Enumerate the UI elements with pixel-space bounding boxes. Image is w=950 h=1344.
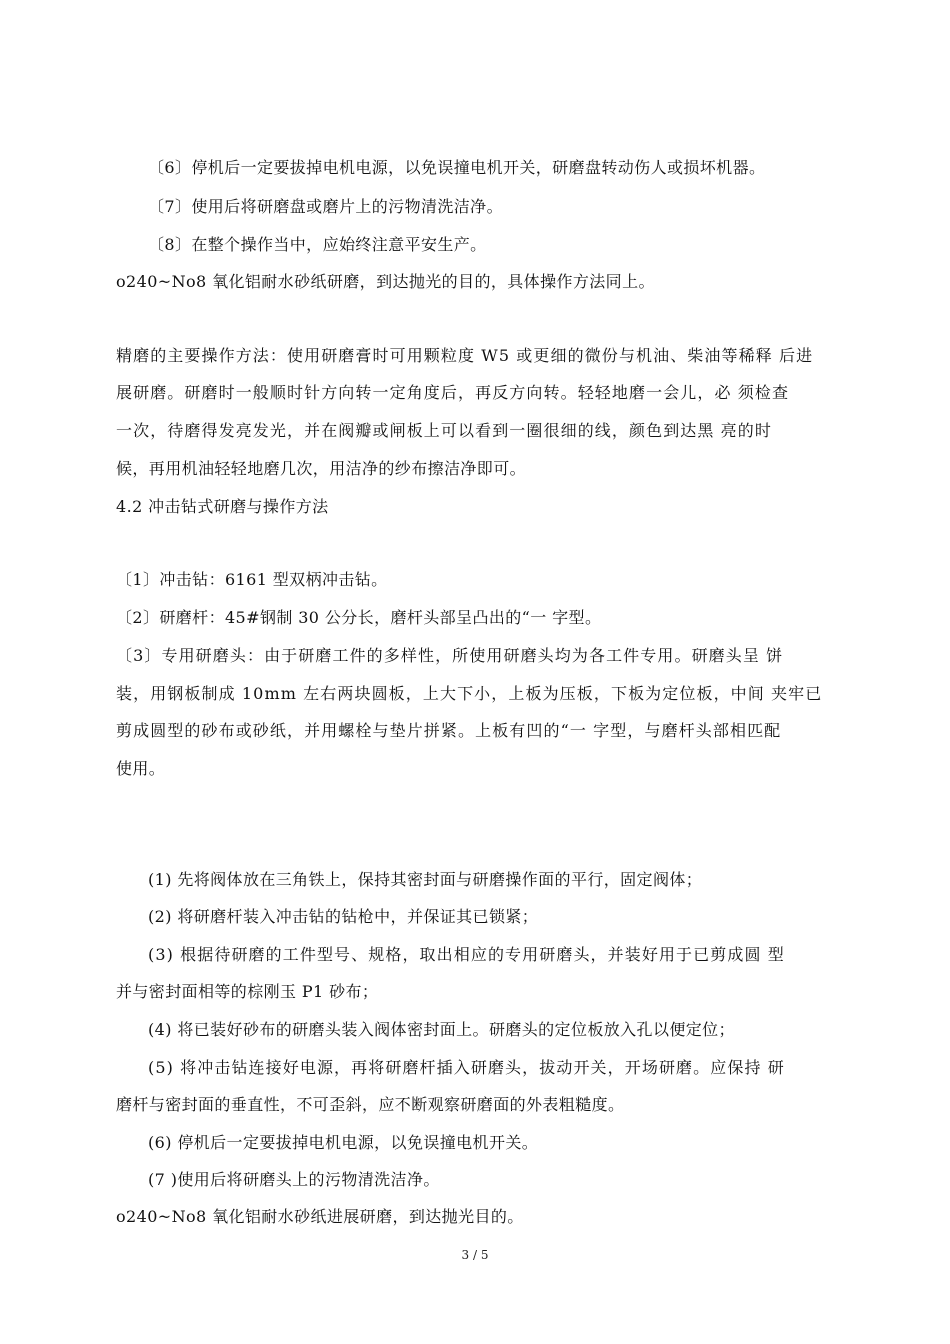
procedure-step-4: (4) 将已装好砂布的研磨头装入阀体密封面上。研磨头的定位板放入孔以便定位；	[148, 1020, 735, 1039]
fine-grinding-line-2: 展研磨。研磨时一般顺时针方向转一定角度后，再反方向转。轻轻地磨一会儿，必 须检查	[116, 383, 790, 402]
step-6: 〔6〕停机后一定要拔掉电机电源，以免误撞电机开关，研磨盘转动伤人或损坏机器。	[148, 158, 766, 177]
step-7: 〔7〕使用后将研磨盘或磨片上的污物清洗洁净。	[148, 197, 503, 216]
item-3-line-3: 剪成圆型的砂布或砂纸，并用螺栓与垫片拼紧。上板有凹的“一 字型，与磨杆头部相匹配	[116, 721, 782, 740]
procedure-step-5-cont: 磨杆与密封面的垂直性，不可歪斜，应不断观察研磨面的外表粗糙度。	[116, 1095, 625, 1114]
item-3-line-1: 〔3〕专用研磨头：由于研磨工件的多样性，所使用研磨头均为各工件专用。研磨头呈 饼	[116, 646, 784, 665]
page-number: 3 / 5	[461, 1248, 489, 1262]
item-3-line-2: 装，用钢板制成 10mm 左右两块圆板，上大下小，上板为压板，下板为定位板，中间 夹牢已	[116, 684, 823, 703]
procedure-note: o240~No8 氧化铝耐水砂纸进展研磨，到达抛光目的。	[116, 1207, 524, 1226]
procedure-step-7: (7 )使用后将研磨头上的污物清洗洁净。	[148, 1170, 440, 1189]
item-2: 〔2〕研磨杆：45#钢制 30 公分长，磨杆头部呈凸出的“一 字型。	[116, 608, 602, 627]
procedure-step-3-cont: 并与密封面相等的棕刚玉 P1 砂布；	[116, 982, 379, 1001]
procedure-step-5: (5) 将冲击钻连接好电源，再将研磨杆插入研磨头，拔动开关，开场研磨。应保持 研	[148, 1058, 785, 1077]
fine-grinding-line-4: 候，再用机油轻轻地磨几次，用洁净的纱布擦洁净即可。	[116, 459, 527, 478]
step-8: 〔8〕在整个操作当中，应始终注意平安生产。	[148, 235, 487, 254]
procedure-step-2: (2) 将研磨杆装入冲击钻的钻枪中，并保证其已锁紧；	[148, 907, 539, 926]
procedure-step-1: (1) 先将阀体放在三角铁上，保持其密封面与研磨操作面的平行，固定阀体；	[148, 870, 703, 889]
item-1: 〔1〕冲击钻：6161 型双柄冲击钻。	[116, 570, 388, 589]
procedure-step-6: (6) 停机后一定要拔掉电机电源，以免误撞电机开关。	[148, 1133, 539, 1152]
abrasive-note: o240~No8 氧化铝耐水砂纸研磨，到达抛光的目的，具体操作方法同上。	[116, 272, 655, 291]
fine-grinding-line-3: 一次，待磨得发亮发光，并在阀瓣或闸板上可以看到一圈很细的线，颜色到达黑 亮的时	[116, 421, 772, 440]
fine-grinding-line-1: 精磨的主要操作方法：使用研磨膏时可用颗粒度 W5 或更细的微份与机油、柴油等稀释 后进	[116, 346, 814, 365]
procedure-step-3: (3) 根据待研磨的工件型号、规格，取出相应的专用研磨头，并装好用于已剪成圆 型	[148, 945, 785, 964]
item-3-line-4: 使用。	[116, 759, 166, 778]
section-heading: 4.2 冲击钻式研磨与操作方法	[116, 497, 329, 516]
